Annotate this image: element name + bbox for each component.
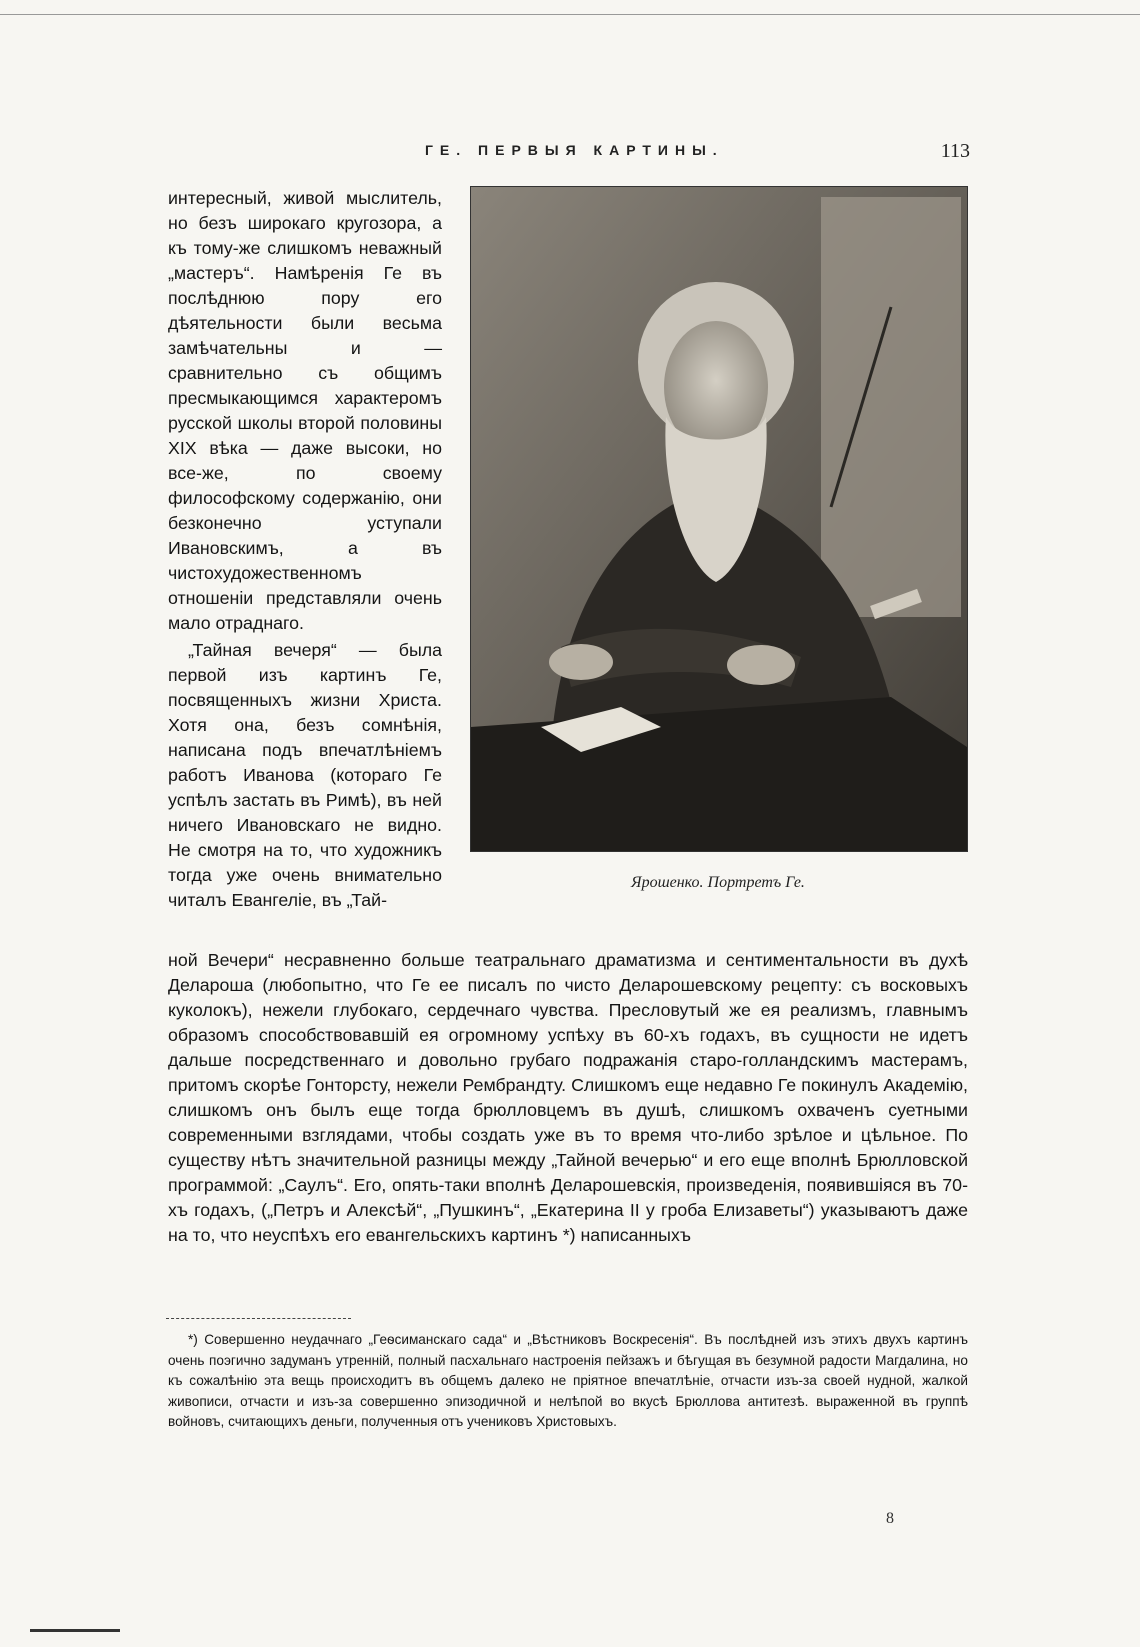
hand-right [727, 645, 795, 685]
scan-edge-mark [30, 1629, 120, 1632]
easel-canvas [821, 197, 961, 617]
portrait-drawing [471, 187, 967, 851]
running-title: ГЕ. ПЕРВЫЯ КАРТИНЫ. [425, 142, 724, 158]
paragraph-2-wrapped: „Тайная вечеря“ — была первой изъ картинъ Ге, посвященныхъ жизни Христа. Хотя она, безъ сомнѣнія, написана подъ впечатлѣніемъ работъ Иванова (котораго Ге успѣлъ застать въ Римѣ), въ ней ничего Ивановскаго не видно. Не смотря на то, что художникъ тогда уже очень внимательно читалъ Евангеліе, въ „Тай- [168, 640, 442, 910]
footnote-divider [166, 1318, 351, 1319]
paragraph-2-continued: ной Вечери“ несравненно больше театральнаго драматизма и сентиментальности въ духѣ Делароша (любопытно, что Ге ее писалъ по чисто Деларошевскому рецепту: съ восковыхъ куколокъ), нежели глубокаго, сердечнаго чувства. Пресловутый же ея реализмъ, главнымъ образомъ способствовавшій ея огромному успѣху въ 60-хъ годахъ, въ сущности не идетъ дальше посредственнаго и довольно грубаго подражанія старо-голландскимъ мастерамъ, притомъ скорѣе Гонторсту, нежели Рембрандту. Слишкомъ еще недавно Ге покинулъ Академію, слишкомъ онъ былъ еще тогда брюлловцемъ въ душѣ, слишкомъ охваченъ суетными современными взглядами, чтобы создать уже въ то время что-либо зрѣлое и цѣльное. По существу нѣтъ значительной разницы между „Тайной вечерью“ и его еще вполнѣ Брюлловской программой: „Саулъ“. Его, опять-таки вполнѣ Деларошевскія, произведенія, появившіяся въ 70-хъ годахъ, („Петръ и Алексѣй“, „Пушкинъ“, „Екатерина II у гроба Елизаветы“) указываютъ даже на то, что неуспѣхъ его евангельскихъ картинъ *) написанныхъ [168, 950, 968, 1245]
figure-caption: Ярошенко. Портретъ Ге. [631, 874, 805, 891]
page-header [170, 140, 970, 166]
hand-left [549, 644, 613, 680]
page-number: 113 [940, 140, 970, 162]
portrait-illustration [470, 186, 968, 852]
footnote: *) Совершенно неудачнаго „Геѳсиманскаго сада“ и „Вѣстниковъ Воскресенія“. Въ послѣдней изъ этихъ двухъ картинъ очень поэгично задуманъ утренній, полный пасхальнаго настроенія пейзажъ и бѣгущая въ безумной радости Магдалина, но къ сожалѣнію эта вещь происходитъ въ общемъ далеко не пріятное впечатлѣніе, отчасти изъ-за своей нудной, жалкой живописи, отчасти и изъ-за совершенно эпизодичной и нелѣпой во вкусѣ Брюллова антитезѣ. выраженной въ группѣ войновъ, считающихъ деньги, полученныя отъ учениковъ Христовыхъ. [168, 1332, 968, 1429]
scan-edge-line [0, 14, 1140, 15]
printer-signature-mark: 8 [886, 1510, 894, 1527]
paragraph-1: интересный, живой мыслитель, но безъ широкаго кругозора, а къ тому-же слишкомъ неважный „мастеръ“. Намѣренія Ге въ послѣднюю пору его дѣятельности были весьма замѣчательны и — сравнительно съ общимъ пресмыкающимся характеромъ русской школы второй половины XIX вѣка — даже высоки, но все-же, по своему философскому содержанію, они безконечно уступали Ивановскимъ, а въ чистохудожественномъ отношеніи представляли очень мало отраднаго. [168, 188, 442, 633]
